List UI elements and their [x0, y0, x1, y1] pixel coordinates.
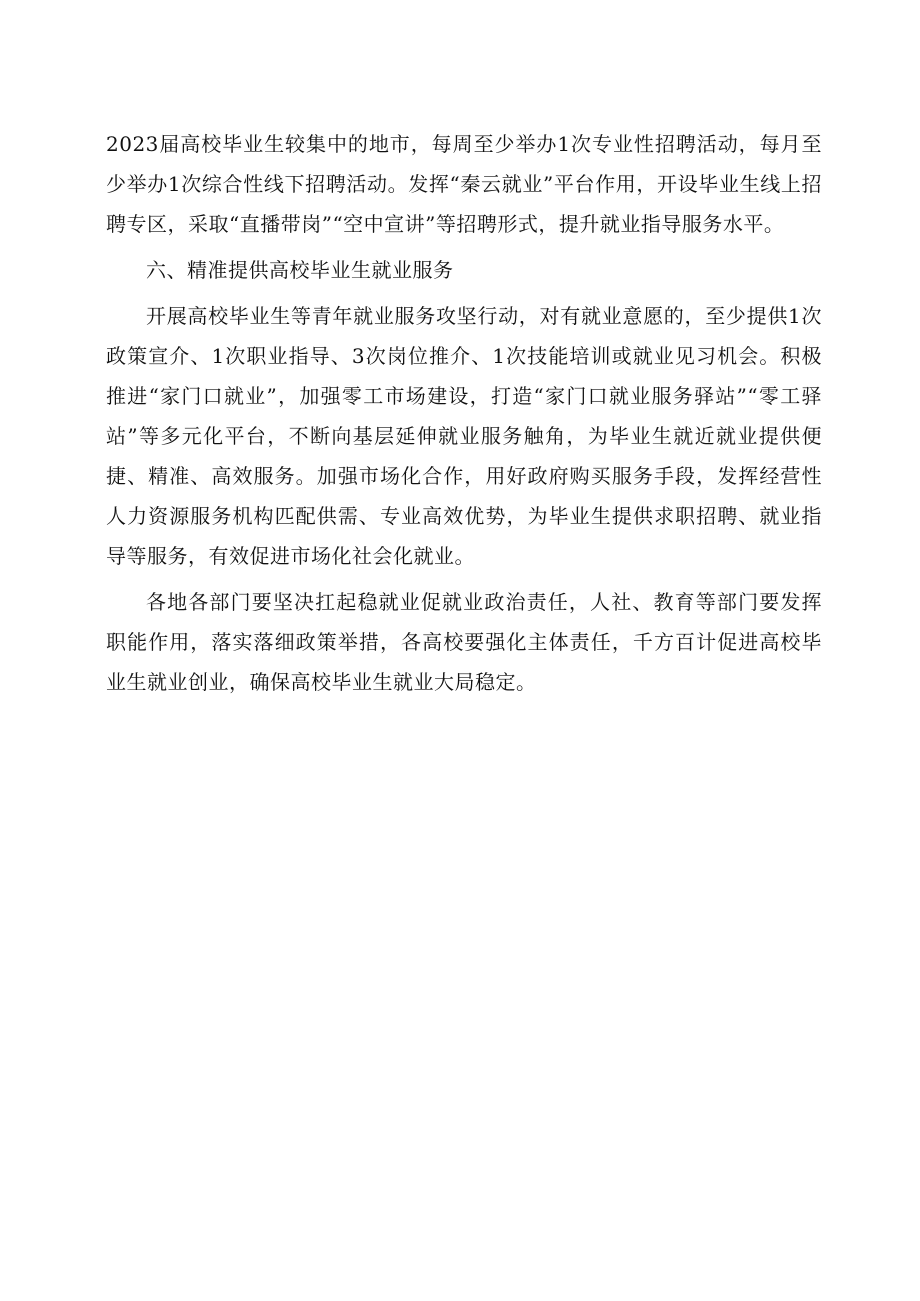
- paragraph-recruitment-activities: 2023届高校毕业生较集中的地市，每周至少举办1次专业性招聘活动，每月至少举办1次综合性线下招聘活动。发挥“秦云就业”平台作用，开设毕业生线上招聘专区，采取“直播带岗”“空中宣讲”等招聘形式，提升就业指导服务水平。: [106, 132, 822, 236]
- paragraph-responsibilities: 各地各部门要坚决扛起稳就业促就业政治责任，人社、教育等部门要发挥职能作用，落实落细政策举措，各高校要强化主体责任，千方百计促进高校毕业生就业创业，确保高校毕业生就业大局稳定。: [106, 590, 822, 694]
- section-heading-six: 六、精准提供高校毕业生就业服务: [146, 258, 454, 282]
- document-body: [106, 124, 822, 708]
- paragraph-employment-services: 开展高校毕业生等青年就业服务攻坚行动，对有就业意愿的，至少提供1次政策宣介、1次职业指导、3次岗位推介、1次技能培训或就业见习机会。积极推进“家门口就业”，加强零工市场建设，打造“家门口就业服务驿站”“零工驿站”等多元化平台，不断向基层延伸就业服务触角，为毕业生就近就业提供便捷、精准、高效服务。加强市场化合作，用好政府购买服务手段，发挥经营性人力资源服务机构匹配供需、专业高效优势，为毕业生提供求职招聘、就业指导等服务，有效促进市场化社会化就业。: [106, 304, 822, 568]
